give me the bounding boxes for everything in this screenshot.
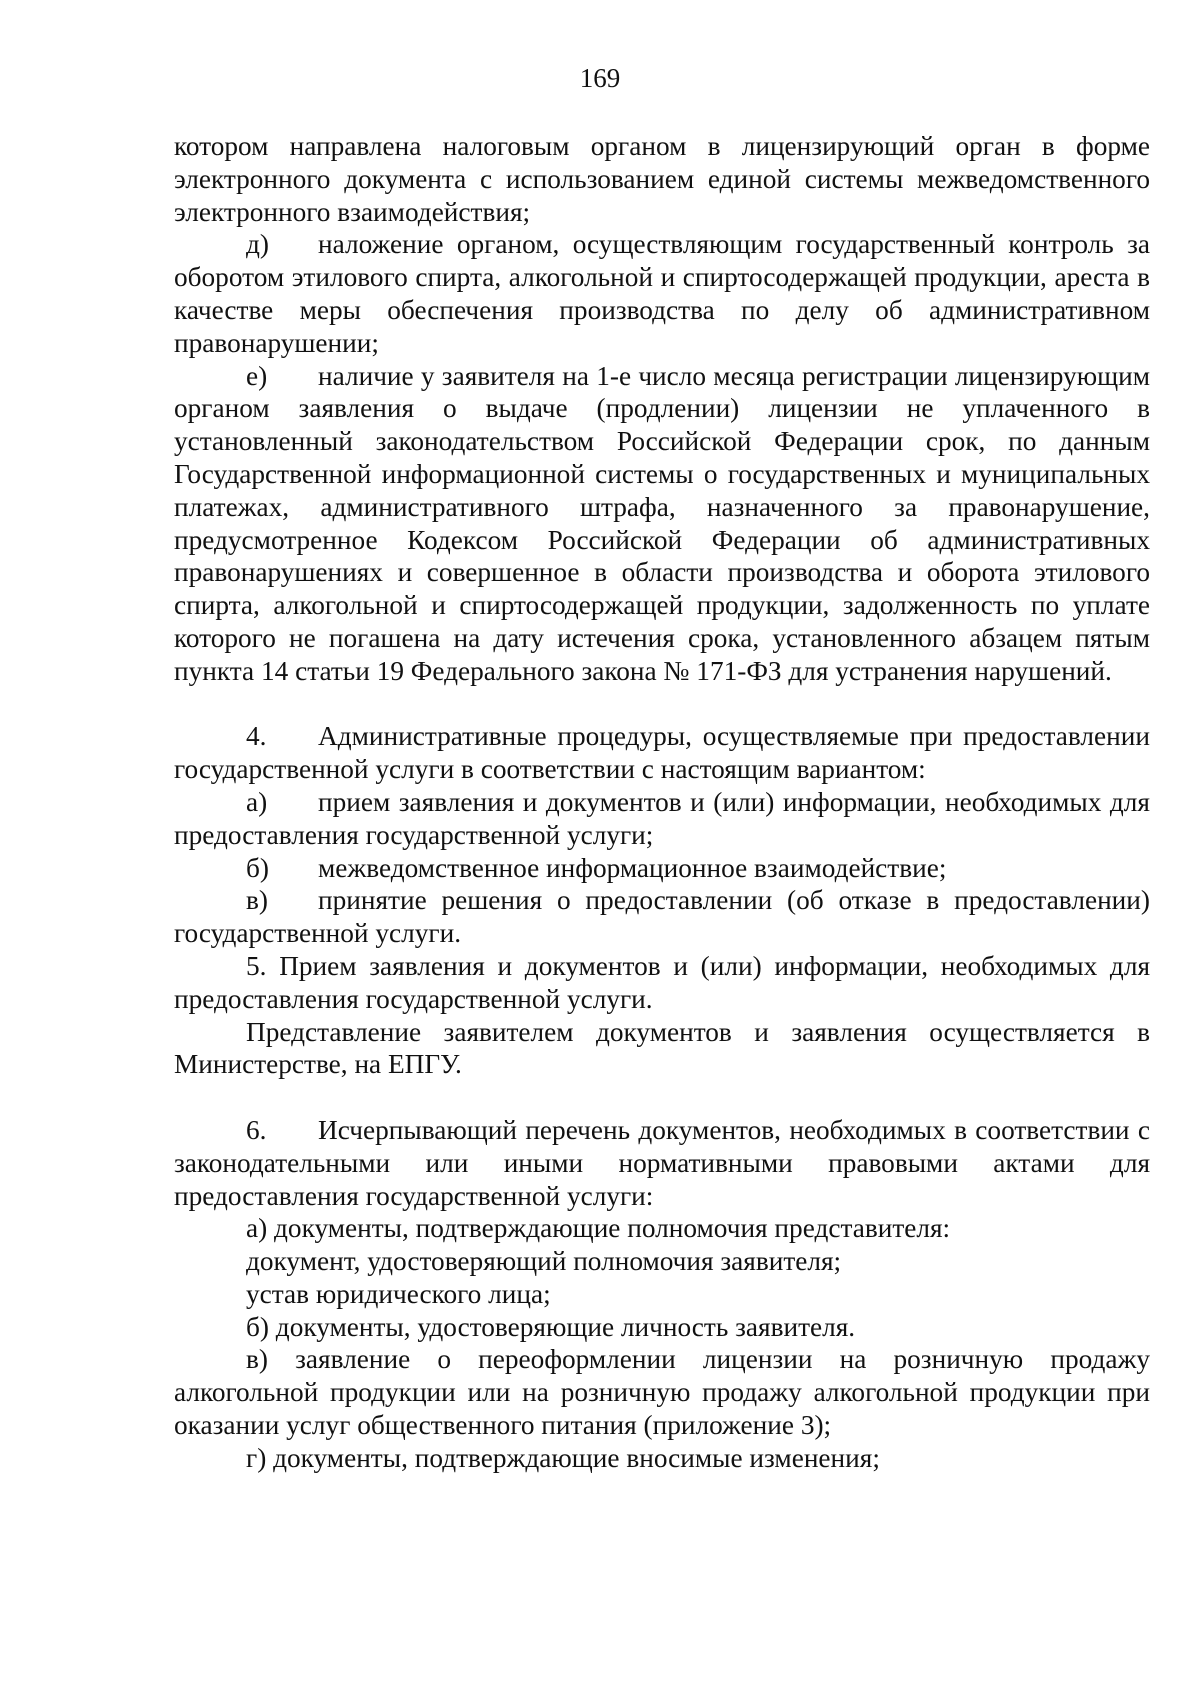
list-item-a xyxy=(174,786,1150,852)
list-marker: д) xyxy=(246,229,269,260)
doc-list-subitem: документ, удостоверяющий полномочия заявителя; xyxy=(246,1246,842,1277)
section-text: Исчерпывающий перечень документов, необходимых в соответствии с законодательными или иными нормативными правовыми актами для предоставления государственной услуги: xyxy=(174,1114,1150,1211)
list-item-v xyxy=(174,884,1150,950)
section-text: Административные процедуры, осуществляемые при предоставлении государственной услуги в соответствии с настоящим вариантом: xyxy=(174,721,1150,785)
doc-list-item-g: г) документы, подтверждающие вносимые изменения; xyxy=(246,1442,880,1473)
list-item-text: прием заявления и документов и (или) информации, необходимых для предоставления государственной услуги; xyxy=(174,786,1150,850)
page-number: 169 xyxy=(579,63,621,93)
section-5-paragraph: 5. Прием заявления и документов и (или) информации, необходимых для предоставления государственной услуги. xyxy=(174,950,1150,1014)
list-item-text: наложение органом, осуществляющим государственный контроль за оборотом этилового спирта, алкогольной и спиртосодержащей продукции, ареста в качестве меры обеспечения производства по делу об административном правонарушении; xyxy=(174,229,1150,358)
doc-list-item-b: б) документы, удостоверяющие личность заявителя. xyxy=(246,1311,856,1342)
section-6-heading xyxy=(174,1114,1150,1212)
list-item-text: принятие решения о предоставлении (об отказе в предоставлении) государственной услуги. xyxy=(174,885,1150,949)
list-item-e xyxy=(174,360,1150,688)
document-body xyxy=(174,130,1150,1475)
doc-list-item-a: а) документы, подтверждающие полномочия представителя: xyxy=(246,1213,951,1244)
list-item-text: межведомственное информационное взаимодействие; xyxy=(318,852,947,883)
list-marker: б) xyxy=(246,852,269,883)
section-number: 6. xyxy=(246,1114,267,1145)
list-marker: а) xyxy=(246,786,268,817)
doc-list-item-v: в) заявление о переоформлении лицензии на розничную продажу алкогольной продукции или на розничную продажу алкогольной продукции при оказании услуг общественного питания (приложение 3); xyxy=(174,1344,1150,1441)
submission-paragraph: Представление заявителем документов и заявления осуществляется в Министерстве, на ЕПГУ. xyxy=(174,1016,1150,1080)
list-marker: е) xyxy=(246,360,268,391)
list-marker: в) xyxy=(246,885,268,916)
paragraph-continuation: котором направлена налоговым органом в лицензирующий орган в форме электронного документа с использованием единой системы межведомственного электронного взаимодействия; xyxy=(174,131,1150,227)
doc-list-subitem: устав юридического лица; xyxy=(246,1278,551,1309)
list-item-text: наличие у заявителя на 1-е число месяца регистрации лицензирующим органом заявления о выдаче (продлении) лицензии не уплаченного в установленный законодательством Российской Федерации срок, по данным Государственной информационной системы о государственных и муниципальных платежах, административного штрафа, назначенного за правонарушение, предусмотренное Кодексом Российской Федерации об административных правонарушениях и совершенное в области производства и оборота этилового спирта, алкогольной и спиртосодержащей продукции, задолженность по уплате которого не погашена на дату истечения срока, установленного абзацем пятым пункта 14 статьи 19 Федерального закона № 171-ФЗ для устранения нарушений. xyxy=(174,360,1150,686)
section-4-heading xyxy=(174,720,1150,786)
list-item-d xyxy=(174,228,1150,359)
section-number: 4. xyxy=(246,721,267,752)
list-item-b xyxy=(174,852,1150,885)
